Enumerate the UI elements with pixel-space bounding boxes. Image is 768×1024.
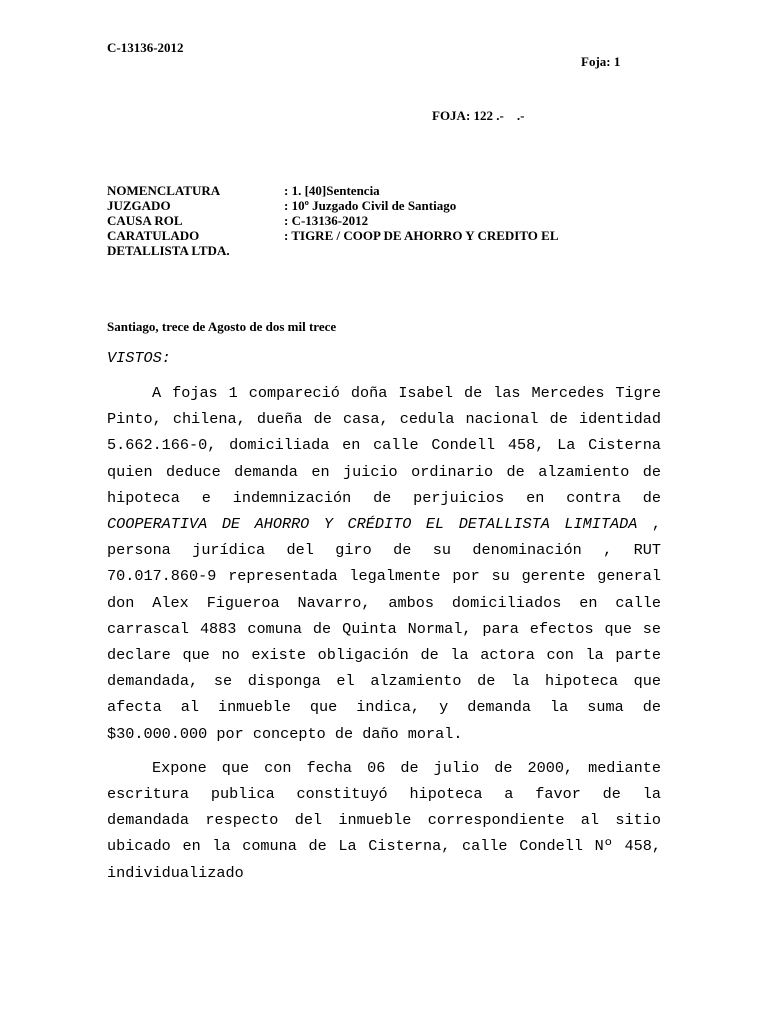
paragraph-text: , persona jurídica del giro de su denominación , RUT 70.017.860-9 representada legalmente por su gerente general don Alex Figueroa Navarro, ambos domiciliados en calle carrascal 4883 comuna de Quinta Normal, para efectos que se declare que no existe obligación de la actora con la parte demandada, se disponga el alzamiento de la hipoteca que afecta al inmueble que indica, y demanda la suma de $30.000.000 por concepto de daño moral. [107,515,662,743]
meta-label: CARATULADO [107,228,200,243]
defendant-name: COOPERATIVA DE AHORRO Y CRÉDITO EL DETALLISTA LIMITADA [107,515,638,534]
document-body [107,380,661,886]
meta-value: : C-13136-2012 [284,213,369,228]
meta-row-causa-rol [107,213,667,228]
body-paragraph-2: Expone que con fecha 06 de julio de 2000, mediante escritura publica constituyó hipoteca a favor de la demandada respecto del inmueble correspondiente al sitio ubicado en la comuna de La Cisterna, calle Condell Nº 458, individualizado [107,758,661,882]
meta-value: : 1. [40]Sentencia [284,183,380,198]
meta-label: JUZGADO [107,198,171,213]
vistos-heading: VISTOS: [107,349,171,367]
meta-row-nomenclatura [107,183,667,198]
meta-row-juzgado [107,198,667,213]
body-paragraph-1 [107,380,661,747]
foja-page-number: Foja: 1 [581,54,621,69]
case-number-header: C-13136-2012 [107,40,184,55]
meta-caratulado-continuation: DETALLISTA LTDA. [107,243,230,258]
meta-label: NOMENCLATURA [107,183,221,198]
paragraph-text: A fojas 1 compareció doña Isabel de las Mercedes Tigre Pinto, chilena, dueña de casa, cedula nacional de identidad 5.662.166-0, domiciliada en calle Condell 458, La Cisterna quien deduce demanda en juicio ordinario de alzamiento de hipoteca e indemnización de perjuicios en contra de [107,384,661,507]
meta-value: : 10º Juzgado Civil de Santiago [284,198,457,213]
meta-value: : TIGRE / COOP DE AHORRO Y CREDITO EL [284,228,559,243]
case-metadata [107,183,667,258]
date-line: Santiago, trece de Agosto de dos mil trece [107,319,337,334]
foja-stamp: FOJA: 122 .- .- [432,108,525,123]
meta-row-caratulado [107,228,667,243]
meta-label: CAUSA ROL [107,213,183,228]
